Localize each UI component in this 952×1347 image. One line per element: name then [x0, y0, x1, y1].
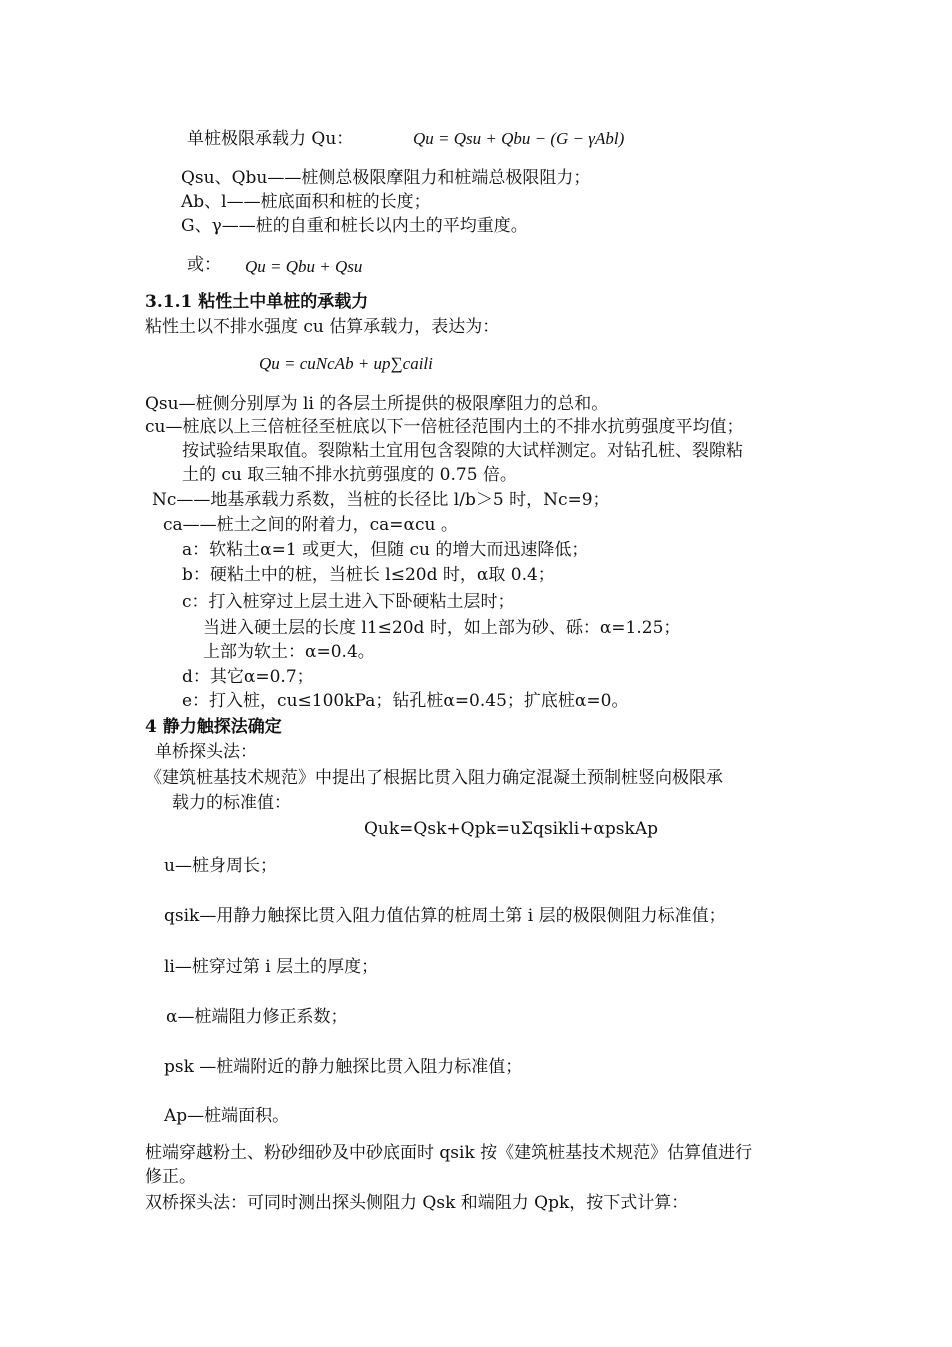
text-line: c：打入桩穿过上层土进入下卧硬粘土层时； [182, 592, 515, 612]
text-line: 按试验结果取值。裂隙粘土宜用包含裂隙的大试样测定。对钻孔桩、裂隙粘 [182, 441, 743, 461]
text-line: α—桩端阻力修正系数； [166, 1007, 348, 1027]
equation: Qu = Qsu + Qbu − (G − γAbl) [413, 129, 625, 148]
text-line: 载力的标准值： [172, 793, 291, 813]
section-heading: 3.1.1 粘性土中单桩的承载力 [145, 292, 369, 312]
text-line: 当进入硬土层的长度 l1≤20d 时，如上部为砂、砾：α=1.25； [203, 618, 681, 638]
text-line: 单桩极限承载力 Qu： [187, 129, 354, 149]
text-line: a：软粘土α=1 或更大，但随 cu 的增大而迅速降低； [182, 540, 589, 560]
text-line: Ab、l——桩底面积和桩的长度； [181, 192, 431, 212]
text-line: d：其它α=0.7； [182, 667, 314, 687]
text-line: 桩端穿越粉土、粉砂细砂及中砂底面时 qsik 按《建筑桩基技术规范》估算值进行 [145, 1143, 753, 1163]
text-line: 双桥探头法：可同时测出探头侧阻力 Qsk 和端阻力 Qpk，按下式计算： [145, 1193, 689, 1213]
text-line: 或： [187, 255, 221, 275]
formula-line: Quk=Qsk+Qpk=uΣqsikli+αpskAp [364, 819, 658, 839]
text-line: 粘性土以不排水强度 cu 估算承载力，表达为： [145, 317, 500, 337]
text-line: u—桩身周长； [164, 856, 277, 876]
text-line: psk —桩端附近的静力触探比贯入阻力标准值； [164, 1057, 523, 1077]
section-heading: 4 静力触探法确定 [145, 717, 282, 737]
text-line: 单桥探头法： [155, 742, 257, 762]
text-line: qsik—用静力触探比贯入阻力值估算的桩周土第 i 层的极限侧阻力标准值； [164, 906, 726, 926]
text-line: cu—桩底以上三倍桩径至桩底以下一倍桩径范围内土的不排水抗剪强度平均值； [145, 417, 744, 437]
text-line: ca——桩土之间的附着力，ca=αcu 。 [163, 515, 458, 535]
text-line: 《建筑桩基技术规范》中提出了根据比贯入阻力确定混凝土预制桩竖向极限承 [145, 768, 723, 788]
text-line: 土的 cu 取三轴不排水抗剪强度的 0.75 倍。 [182, 465, 517, 485]
text-line: b：硬粘土中的桩，当桩长 l≤20d 时，α取 0.4； [182, 565, 555, 585]
text-line: li—桩穿过第 i 层土的厚度； [164, 957, 379, 977]
text-line: G、γ——桩的自重和桩长以内土的平均重度。 [181, 216, 528, 236]
text-line: Qsu、Qbu——桩侧总极限摩阻力和桩端总极限阻力； [181, 168, 591, 188]
text-line: 修正。 [145, 1167, 196, 1187]
text-line: e：打入桩，cu≤100kPa；钻孔桩α=0.45；扩底桩α=0。 [182, 691, 629, 711]
text-line: Ap—桩端面积。 [164, 1106, 290, 1126]
text-line: 上部为软土：α=0.4。 [203, 642, 375, 662]
text-line: Nc——地基承载力系数，当桩的长径比 l/b＞5 时，Nc=9； [152, 490, 610, 510]
equation: Qu = cuNcAb + up∑caili [259, 354, 433, 373]
equation: Qu = Qbu + Qsu [245, 257, 363, 276]
text-line: Qsu—桩侧分别厚为 li 的各层土所提供的极限摩阻力的总和。 [145, 394, 609, 414]
